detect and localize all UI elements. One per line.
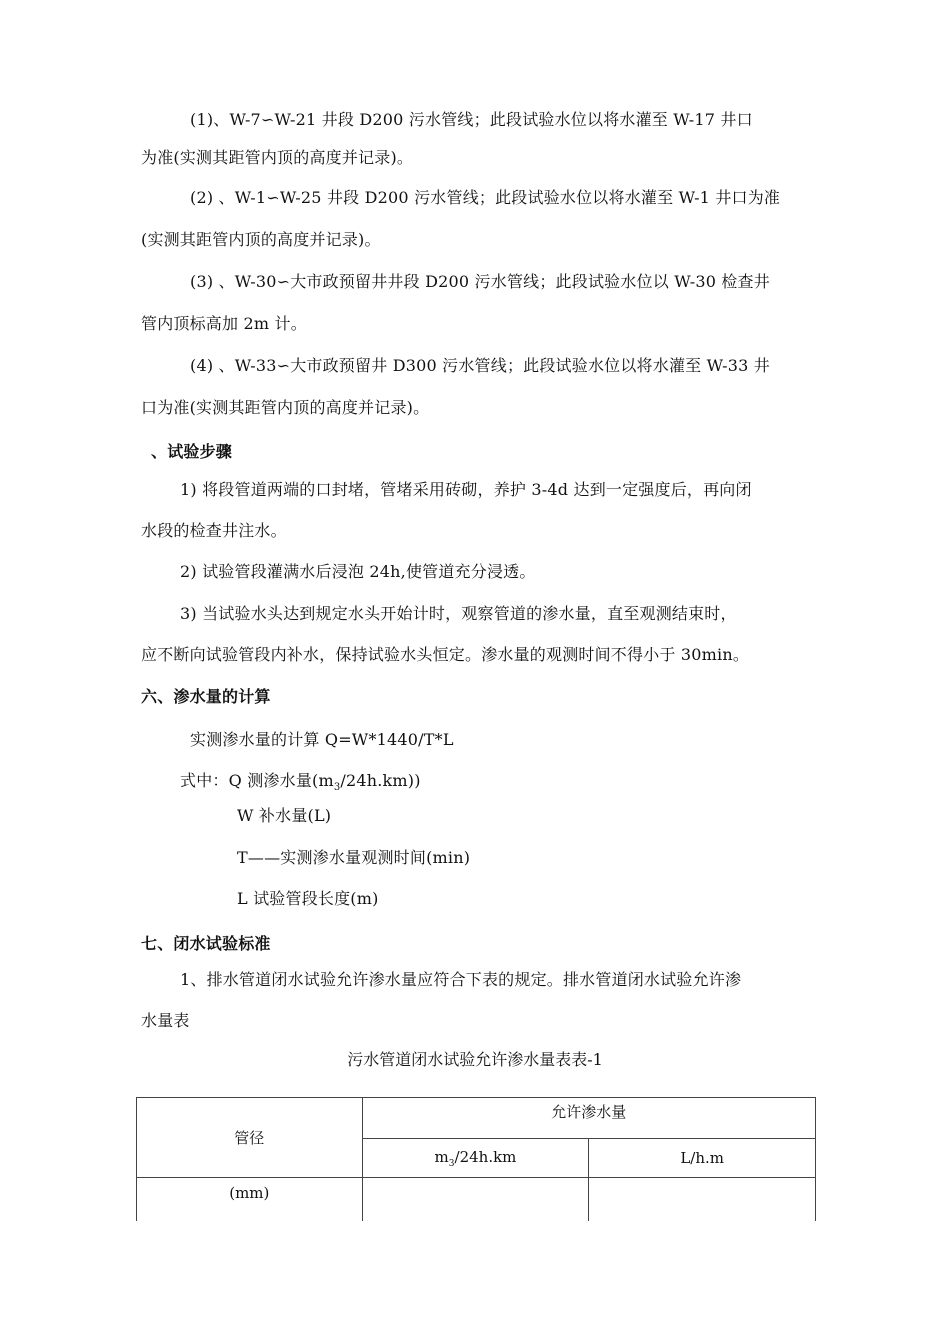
unit-m3-b: /24h.km — [454, 1147, 517, 1166]
paragraph-1-line-2: 为准(实测其距管内顶的高度并记录)。 — [141, 148, 414, 167]
header-pipe-diameter: 管径 — [137, 1098, 363, 1178]
header-unit-lhm: L/h.m — [589, 1139, 816, 1178]
def-q — [180, 770, 421, 799]
where-label: 式中： — [180, 771, 229, 790]
section-heading-steps: 、试验步骤 — [151, 442, 233, 461]
def-t: T——实测渗水量观测时间(min) — [237, 848, 471, 867]
unit-m3-a: m — [434, 1147, 449, 1166]
paragraph-3-line-1: (3) 、W-30∽大市政预留井井段 D200 污水管线；此段试验水位以 W-30 检查井 — [190, 272, 770, 291]
paragraph-3-line-2: 管内顶标高加 2m 计。 — [141, 314, 307, 333]
def-l: L 试验管段长度(m) — [237, 889, 379, 908]
def-q-sub: 3 — [333, 782, 341, 794]
table-caption: 污水管道闭水试验允许渗水量表表-1 — [347, 1050, 603, 1069]
def-q-text: Q 测渗水量(m — [228, 771, 334, 790]
header-allowed-seepage: 允许渗水量 — [362, 1098, 815, 1139]
paragraph-2-line-1: (2) 、W-1∽W-25 井段 D200 污水管线；此段试验水位以将水灌至 W-1 井口为准 — [190, 188, 781, 207]
header-unit-m3 — [362, 1139, 589, 1178]
formula: 实测渗水量的计算 Q=W*1440/T*L — [190, 730, 454, 749]
row-mm-label: (mm) — [137, 1178, 363, 1221]
unit-m3-sub: 3 — [448, 1158, 455, 1169]
step-1-line-1: 1) 将段管道两端的口封堵，管堵采用砖砌，养护 3-4d 达到一定强度后，再向闭 — [180, 480, 752, 499]
seepage-table — [136, 1097, 816, 1221]
paragraph-2-line-2: (实测其距管内顶的高度并记录)。 — [141, 230, 381, 249]
section-heading-calc: 六、渗水量的计算 — [141, 687, 271, 706]
step-1-line-2: 水段的检查井注水。 — [141, 521, 287, 540]
rule-line-1: 1、排水管道闭水试验允许渗水量应符合下表的规定。排水管道闭水试验允许渗 — [180, 970, 742, 989]
row-cell-empty-1 — [362, 1178, 589, 1221]
paragraph-4-line-1: (4) 、W-33∽大市政预留井 D300 污水管线；此段试验水位以将水灌至 W-33 井 — [190, 356, 770, 375]
step-3-line-1: 3) 当试验水头达到规定水头开始计时，观察管道的渗水量，直至观测结束时， — [180, 604, 737, 623]
row-cell-empty-2 — [589, 1178, 816, 1221]
section-heading-standard: 七、闭水试验标准 — [141, 934, 271, 953]
paragraph-4-line-2: 口为准(实测其距管内顶的高度并记录)。 — [141, 398, 430, 417]
rule-line-2: 水量表 — [141, 1011, 190, 1030]
def-w: W 补水量(L) — [237, 806, 332, 825]
def-q-unit: /24h.km)) — [340, 771, 421, 790]
step-2: 2) 试验管段灌满水后浸泡 24h,使管道充分浸透。 — [180, 562, 536, 581]
paragraph-1-line-1: (1)、W-7∽W-21 井段 D200 污水管线；此段试验水位以将水灌至 W-17 井口 — [190, 110, 753, 129]
step-3-line-2: 应不断向试验管段内补水，保持试验水头恒定。渗水量的观测时间不得小于 30min。 — [141, 645, 750, 664]
